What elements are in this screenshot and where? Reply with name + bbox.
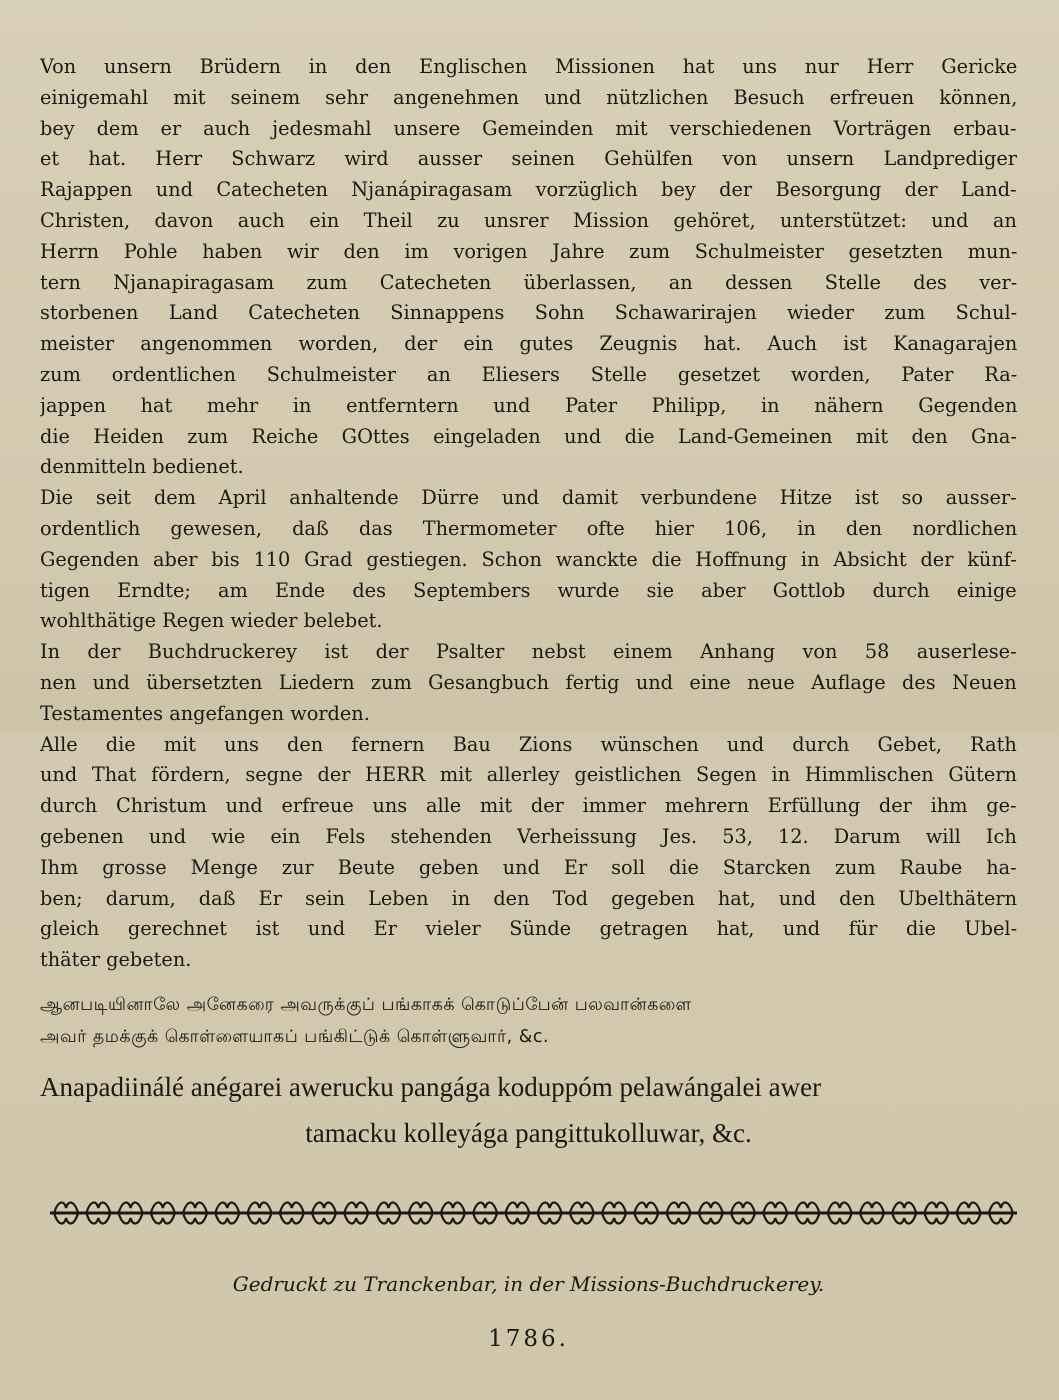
text-line: gebenen und wie ein Fels stehenden Verheissung Jes. 53, 12. Darum will Ich [40,824,1017,848]
imprint-line: Gedruckt zu Tranckenbar, in der Missions-Buchdruckerey. [232,1271,825,1296]
transliteration-line-1: Anapadiinálé anégarei awerucku pangága koduppóm pelawángalei awer [40,1071,822,1102]
text-line: ordentlich gewesen, daß das Thermometer ofte hier 106, in den nordlichen [40,516,1017,540]
text-line: die Heiden zum Reiche GOttes eingeladen und die Land-Gemeinen mit den Gna- [40,424,1017,448]
text-line: Von unsern Brüdern in den Englischen Missionen hat uns nur Herr Gericke [40,55,1017,78]
tamil-text-line: அவர் தமக்குக் கொள்ளையாகப் பங்கிட்டுக் கொள்ளுவார், &c. [40,1026,550,1047]
text-line: Testamentes angefangen worden. [40,701,370,725]
paragraph-blessing [40,730,1017,976]
text-line: tern Njanapiragasam zum Catecheten überlassen, an dessen Stelle des ver- [40,270,1017,294]
text-line: Christen, davon auch ein Theil zu unsrer Mission gehöret, unterstützet: und an [40,208,1017,232]
text-line: storbenen Land Catecheten Sinnappens Sohn Schawarirajen wieder zum Schul- [40,301,1017,325]
text-line: bey dem er auch jedesmahl unsere Gemeinden mit verschiedenen Vorträgen erbau- [40,116,1017,140]
text-line: zum ordentlichen Schulmeister an Eliesers Stelle gesetzet worden, Pater Ra- [40,362,1017,386]
text-line: einigemahl mit seinem sehr angenehmen und nützlichen Besuch erfreuen können, [40,85,1017,109]
text-line: Rajappen und Catecheten Njanápiragasam vorzüglich bey der Besorgung der Land- [40,178,1017,202]
tamil-text-line: ஆனபடியினாலே அனேகரை அவருக்குப் பங்காகக் கொடுப்பேன் பலவான்களை [40,994,692,1015]
text-line: tigen Erndte; am Ende des Septembers wurde sie aber Gottlob durch einige [40,578,1017,602]
year-line: 1786. [488,1325,569,1352]
text-line: In der Buchdruckerey ist der Psalter nebst einem Anhang von 58 auserlese- [40,640,1017,664]
text-line: nen und übersetzten Liedern zum Gesangbuch fertig und eine neue Auflage des Neuen [40,670,1017,694]
text-line: thäter gebeten. [40,948,192,972]
paragraph-missions [40,52,1017,483]
ornament-divider [50,1196,1007,1230]
paragraph-drought [40,483,1017,637]
transliteration-line-2: tamacku kolleyága pangittukolluwar, &c. [305,1117,752,1148]
text-line: jappen hat mehr in entferntern und Pater Philipp, in nähern Gegenden [40,393,1017,417]
text-line: wohlthätige Regen wieder belebet. [40,609,383,633]
text-line: gleich gerechnet ist und Er vieler Sünde getragen hat, und für die Ubel- [40,917,1017,941]
text-line: meister angenommen worden, der ein gutes Zeugnis hat. Auch ist Kanagarajen [40,332,1017,356]
paragraph-printing [40,637,1017,729]
text-line: und That fördern, segne der HERR mit allerley geistlichen Segen in Himmlischen Gütern [40,763,1017,787]
text-line: Ihm grosse Menge zur Beute geben und Er soll die Starcken zum Raube ha- [40,855,1017,879]
ornament-border-icon [50,1196,1017,1230]
body-text [40,52,1017,976]
text-line: Die seit dem April anhaltende Dürre und damit verbundene Hitze ist so ausser- [40,486,1017,510]
text-line: et hat. Herr Schwarz wird ausser seinen Gehülfen von unsern Landprediger [40,147,1017,171]
text-line: Gegenden aber bis 110 Grad gestiegen. Schon wanckte die Hoffnung in Absicht der künf- [40,547,1017,571]
text-line: denmitteln bedienet. [40,455,244,479]
text-line: Herrn Pohle haben wir den im vorigen Jahre zum Schulmeister gesetzten mun- [40,239,1017,263]
text-line: durch Christum und erfreue uns alle mit der immer mehrern Erfüllung der ihm ge- [40,794,1017,818]
text-line: Alle die mit uns den fernern Bau Zions wünschen und durch Gebet, Rath [40,732,1017,756]
text-line: ben; darum, daß Er sein Leben in den Tod gegeben hat, und den Ubelthätern [40,886,1017,910]
